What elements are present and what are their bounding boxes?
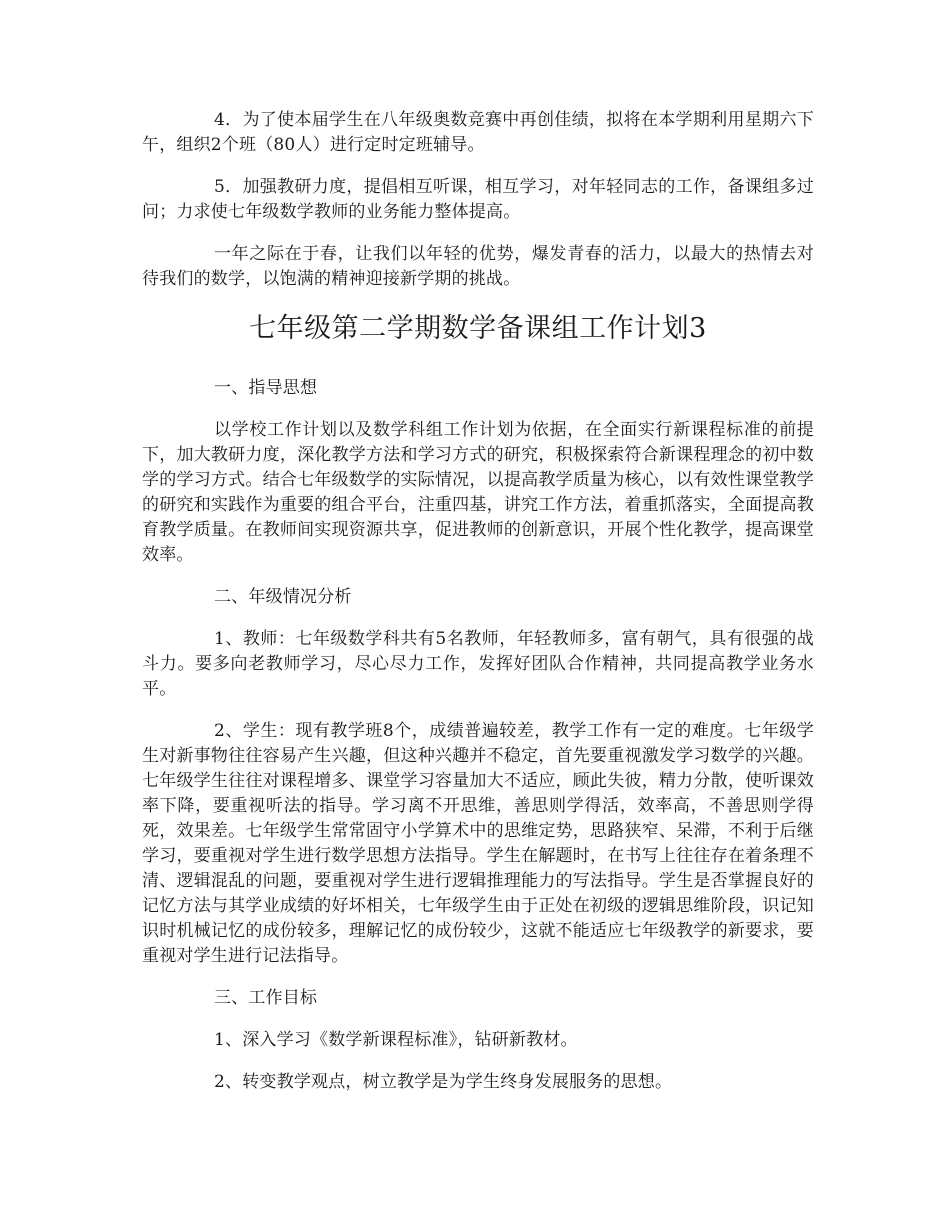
section-heading-guiding-ideology: 一、指导思想 bbox=[214, 378, 318, 398]
work-goal-item: 2、转变教学观点，树立教学是为学生终身发展服务的思想。 bbox=[214, 1072, 673, 1092]
intro-paragraph-closing: 一年之际在于春，让我们以年轻的优势，爆发青春的活力，以最大的热情去对待我们的数学，以饱满的精神迎接新学期的挑战。 bbox=[142, 244, 814, 289]
document-page bbox=[142, 108, 814, 1112]
section-heading-grade-analysis: 二、年级情况分析 bbox=[214, 587, 352, 607]
grade-analysis-teachers: 1、教师：七年级数学科共有5名教师，年轻教师多，富有朝气，具有很强的战斗力。要多向老教师学习，尽心尽力工作，发挥好团队合作精神，共同提高教学业务水平。 bbox=[142, 629, 814, 699]
intro-paragraph-4: 4．为了使本届学生在八年级奥数竞赛中再创佳绩，拟将在本学期利用星期六下午，组织2个班（80人）进行定时定班辅导。 bbox=[142, 110, 814, 155]
document-title: 七年级第二学期数学备课组工作计划3 bbox=[249, 313, 707, 344]
section-heading-work-goals: 三、工作目标 bbox=[214, 988, 318, 1008]
intro-paragraph-5: 5．加强教研力度，提倡相互听课，相互学习，对年轻同志的工作，备课组多过问；力求使七年级数学教师的业务能力整体提高。 bbox=[142, 177, 814, 222]
section-body-guiding-ideology: 以学校工作计划以及数学科组工作计划为依据，在全面实行新课程标准的前提下，加大教研力度，深化教学方法和学习方式的研究，积极探索符合新课程理念的初中数学的学习方式。结合七年级数学的实际情况，以提高教学质量为核心，以有效性课堂教学的研究和实践作为重要的组合平台，注重四基，讲究工作方法，着重抓落实，全面提高教育教学质量。在教师间实现资源共享，促进教师的创新意识，开展个性化教学，提高课堂效率。 bbox=[142, 420, 814, 565]
work-goal-item: 1、深入学习《数学新课程标准》，钻研新教材。 bbox=[214, 1030, 578, 1050]
grade-analysis-students: 2、学生：现有教学班8个，成绩普遍较差，教学工作有一定的难度。七年级学生对新事物往往容易产生兴趣，但这种兴趣并不稳定，首先要重视激发学习数学的兴趣。七年级学生往往对课程增多、课堂学习容量加大不适应，顾此失彼，精力分散，使听课效率下降，要重视听法的指导。学习离不开思维，善思则学得活，效率高，不善思则学得死，效果差。七年级学生常常固守小学算术中的思维定势，思路狭窄、呆滞，不利于后继学习，要重视对学生进行数学思想方法指导。学生在解题时，在书写上往往存在着条理不清、逻辑混乱的问题，要重视对学生进行逻辑推理能力的写法指导。学生是否掌握良好的记忆方法与其学业成绩的好坏相关，七年级学生由于正处在初级的逻辑思维阶段，识记知识时机械记忆的成份较多，理解记忆的成份较少，这就不能适应七年级教学的新要求，要重视对学生进行记法指导。 bbox=[142, 721, 814, 966]
